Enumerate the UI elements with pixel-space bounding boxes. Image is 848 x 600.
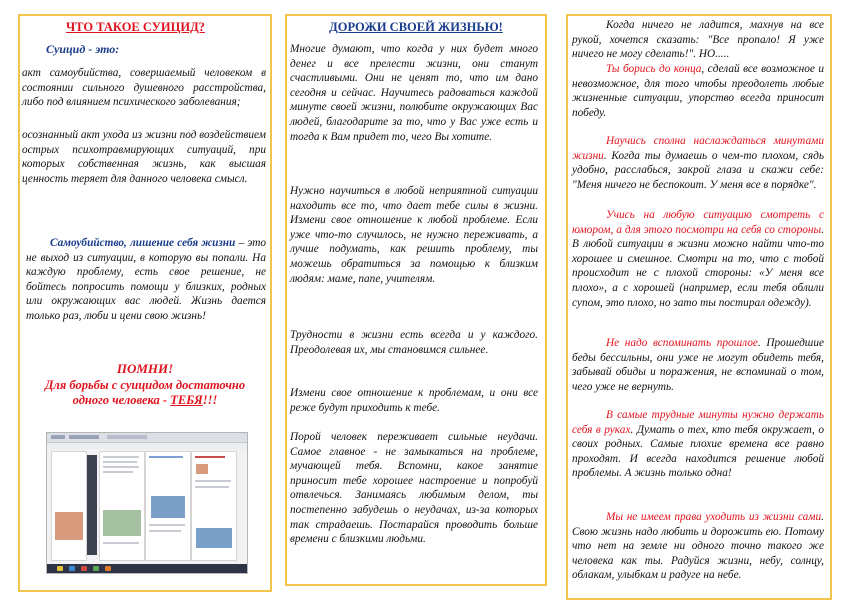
advice-hard-times: В самые трудные минуты нужно держать себя в руках xyxy=(572,409,824,436)
advice-no-right-text: . Свою жизнь надо любить и дорожить ею. Потому что нет на земле ни одного точно такого же человека как ты. Радуйся жизни, небу, солнцу, облакам, улыбкам и радуге на небе. xyxy=(572,511,824,582)
advice-hard-times-text: . Думать о тех, кто тебя окружает, о своих родных. Самые плохие времена все равно проходят. И всегда находится решение любой проблемы. А жизнь только одна! xyxy=(572,423,824,480)
self-harm-text: – это не выход из ситуации, в которую вы попали. На каждую проблему, есть свое решение, не бойтесь попросить помощи у близких, родных или окружающих вас людей. Жизнь дается только раз, люби и цени свою жизнь! xyxy=(26,237,266,322)
you-word: ТЕБЯ xyxy=(170,393,203,407)
fight-text: Для борьбы с суицидом достаточно одного человека - xyxy=(44,378,246,407)
exclamation: !!! xyxy=(202,393,218,407)
advice-humor: Учись на любую ситуацию смотреть с юмором, а для этого посмотри на себя со стороны xyxy=(572,209,824,236)
advice-fight-text: , сделай все возможное и невозможное, для того чтобы преодолеть любые жизненные ситуации, упорство всегда приносит победу. xyxy=(572,63,824,119)
self-harm-label: Самоубийство, лишение себя жизни xyxy=(50,237,236,249)
paragraph-difficulties: Трудности в жизни есть всегда и у каждого. Преодолевая их, мы становимся сильнее. xyxy=(290,329,538,356)
panel-what-is-suicide xyxy=(18,14,272,592)
panel-value-life xyxy=(285,14,547,586)
paragraph-past xyxy=(572,336,824,394)
paragraph-no-right xyxy=(572,510,824,583)
definition-2: осознанный акт ухода из жизни под воздействием острых психотравмирующих ситуаций, при которых собственная жизнь, как высшая ценность теряет для данного человека смысл. xyxy=(22,129,266,185)
self-harm-paragraph xyxy=(26,236,266,324)
paragraph-humor xyxy=(572,208,824,310)
definition-1: акт самоубийства, совершаемый человеком в состоянии сильного душевного расстройства, либо под влиянием психического заболевания; xyxy=(22,67,266,109)
paragraph-hard-times xyxy=(572,408,824,481)
paragraph-nothing-works: Когда ничего не ладится, махнув на все рукой, хочется сказать: "Все пропало! Я уже ничего не могу сделать!". НО..... xyxy=(572,19,824,61)
paragraph-money: Многие думают, что когда у них будет много денег и все прелести жизни, они станут счастливыми. Они не ценят то, что им дано сегодня и сейчас. Научитесь радоваться каждой минуте своей жизни, полюбите окружающих Вас людей, благодарите за то, что у Вас уже есть и тогда к Вам придет то, чего Вы хотите. xyxy=(290,43,538,143)
advice-enjoy-text: . Когда ты думаешь о чем-то плохом, сядь удобно, расслабься, закрой глаза и скажи себе: "Меня ничего не беспокоит. У меня все в порядке". xyxy=(572,149,824,191)
suicide-label: Суицид - это: xyxy=(46,42,120,56)
advice-fight: Ты борись до конца xyxy=(606,63,702,75)
paragraph-unpleasant: Нужно научиться в любой неприятной ситуации находить все то, что дает тебе силы в жизни. Измени свое отношение к любой проблеме. Если уже что-то случилось, не нужно переживать, а лучше подумать, как решить проблему, ты можешь обратиться за помощью к близким людям: маме, папе, учителям. xyxy=(290,185,538,285)
remember-heading: ПОМНИ! xyxy=(116,361,174,376)
paragraph-fight xyxy=(572,62,824,120)
paragraph-failures: Порой человек переживает сильные неудачи. Самое главное - не замыкаться на проблеме, мучающей тебя. Вспомни, какое занятие приносит тебе хорошее настроение и попробуй отвлечься. Занимаясь любимым делом, ты постепенно забудешь о неудачах, из-за которых так страдаешь. Постарайся проводить больше времени с близкими людьми. xyxy=(290,431,538,546)
advice-enjoy: Научись сполна наслаждаться минутами жизни xyxy=(572,135,824,162)
advice-past-text: . Прошедшие беды бессильны, они уже не могут обидеть тебя, забывай обиды и поражения, не вспоминай о том, чего уже не вернуть. xyxy=(572,337,824,393)
panel-advice xyxy=(566,14,832,600)
advice-past: Не надо вспоминать прошлое xyxy=(606,337,758,349)
browser-screenshot-image xyxy=(46,432,248,574)
paragraph-attitude: Измени свое отношение к проблемам, и они все реже будут приходить к тебе. xyxy=(290,387,538,414)
title-what-is-suicide: ЧТО ТАКОЕ СУИЦИД? xyxy=(66,20,205,34)
fight-suicide-text xyxy=(26,378,264,408)
title-value-life: ДОРОЖИ СВОЕЙ ЖИЗНЬЮ! xyxy=(329,20,503,34)
advice-no-right: Мы не имеем права уходить из жизни сами xyxy=(606,511,822,523)
paragraph-enjoy xyxy=(572,134,824,192)
advice-humor-text: . В любой ситуации в жизни можно найти что-то хорошее и смешное. Смотри на то, что с тобой происходит не с плохой стороны: «У меня все плохо», а с хорошей (например, если тебя облили супом, это плохо, но зато ты постирал одежду). xyxy=(572,223,824,309)
